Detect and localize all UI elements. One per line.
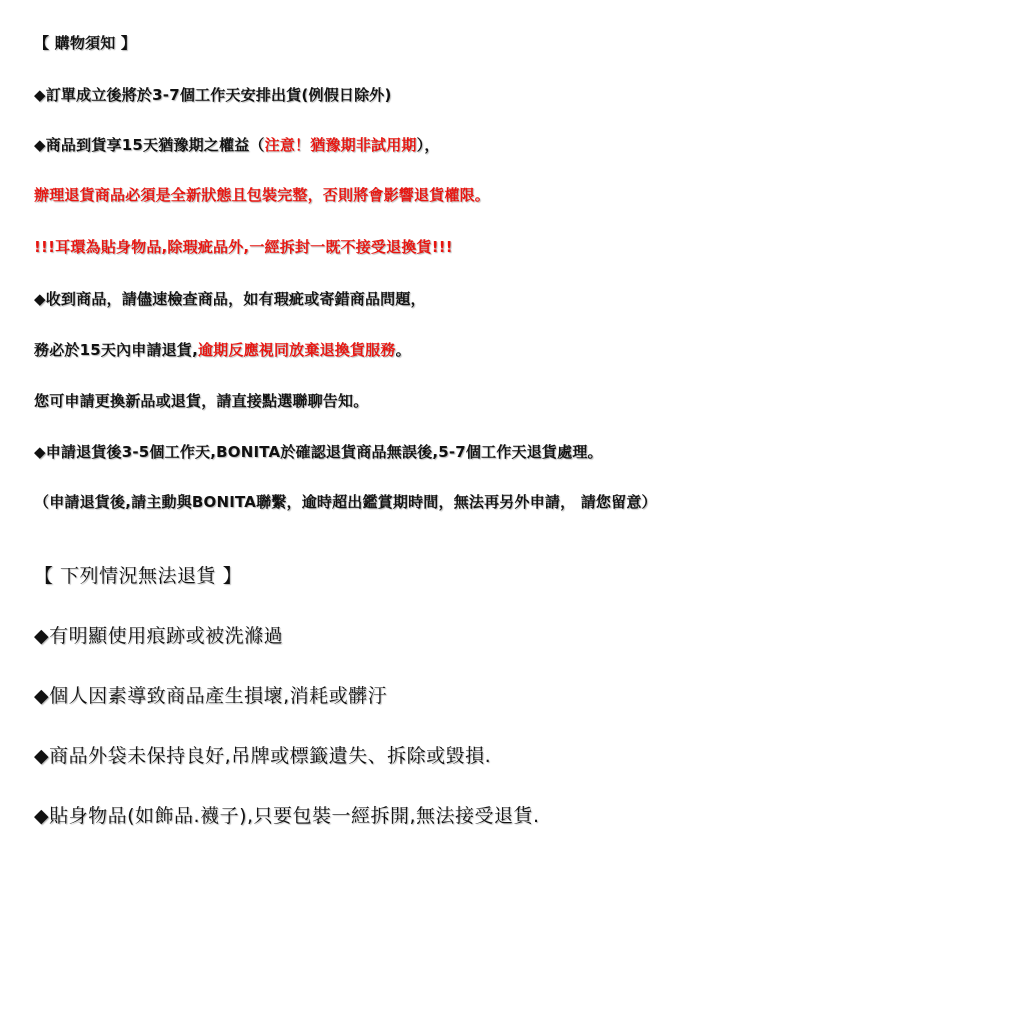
notice-text-emphasis: !!!耳環為貼身物品,除瑕疵品外,一經拆封一既不接受退換貨!!! <box>34 238 453 256</box>
notice-text: 您可申請更換新品或退貨，請直接點選聯聊告知。 <box>34 392 369 410</box>
notice-text: ◆訂單成立後將於3-7個工作天安排出貨(例假日除外) <box>34 86 392 104</box>
notice-text-emphasis: 注意！猶豫期非試用期 <box>264 136 417 154</box>
notice-line-6 <box>34 339 411 360</box>
notice-heading: 【 購物須知 】 <box>34 34 137 52</box>
notice-line-5 <box>34 288 426 309</box>
no-return-item: ◆貼身物品(如飾品.襪子),只要包裝一經拆開,無法接受退貨. <box>34 805 540 827</box>
notice-line-1 <box>34 84 392 105</box>
no-return-item: ◆有明顯使用痕跡或被洗滌過 <box>34 625 284 647</box>
notice-line-9 <box>34 491 657 512</box>
notice-text-emphasis: 辦理退貨商品必須是全新狀態且包裝完整，否則將會影響退貨權限。 <box>34 186 491 204</box>
notice-text: ）， <box>416 136 440 154</box>
notice-line-7 <box>34 390 368 411</box>
no-return-item: ◆商品外袋未保持良好,吊牌或標籤遺失、拆除或毀損. <box>34 745 492 767</box>
notice-text: 務必於15天內申請退貨, <box>34 341 198 359</box>
notice-line-2 <box>34 134 440 155</box>
notice-line-8 <box>34 441 603 462</box>
notice-line-4 <box>34 236 453 257</box>
notice-text-emphasis: 逾期反應視同放棄退換貨服務 <box>197 341 396 359</box>
no-return-heading: 【 下列情況無法退貨 】 <box>34 565 243 587</box>
notice-text: ◆收到商品，請儘速檢查商品，如有瑕疵或寄錯商品問題， <box>34 290 426 308</box>
notice-text: ◆商品到貨享15天猶豫期之權益（ <box>34 136 265 154</box>
notice-text: 。 <box>395 341 411 359</box>
notice-text: （申請退貨後,請主動與BONITA聯繫，逾時超出鑑賞期時間，無法再另外申請， 請您留意） <box>34 493 657 511</box>
notice-text: ◆申請退貨後3-5個工作天,BONITA於確認退貨商品無誤後,5-7個工作天退貨處理。 <box>34 443 603 461</box>
no-return-item: ◆個人因素導致商品產生損壞,消耗或髒汙 <box>34 685 388 707</box>
notice-line-3 <box>34 184 490 205</box>
